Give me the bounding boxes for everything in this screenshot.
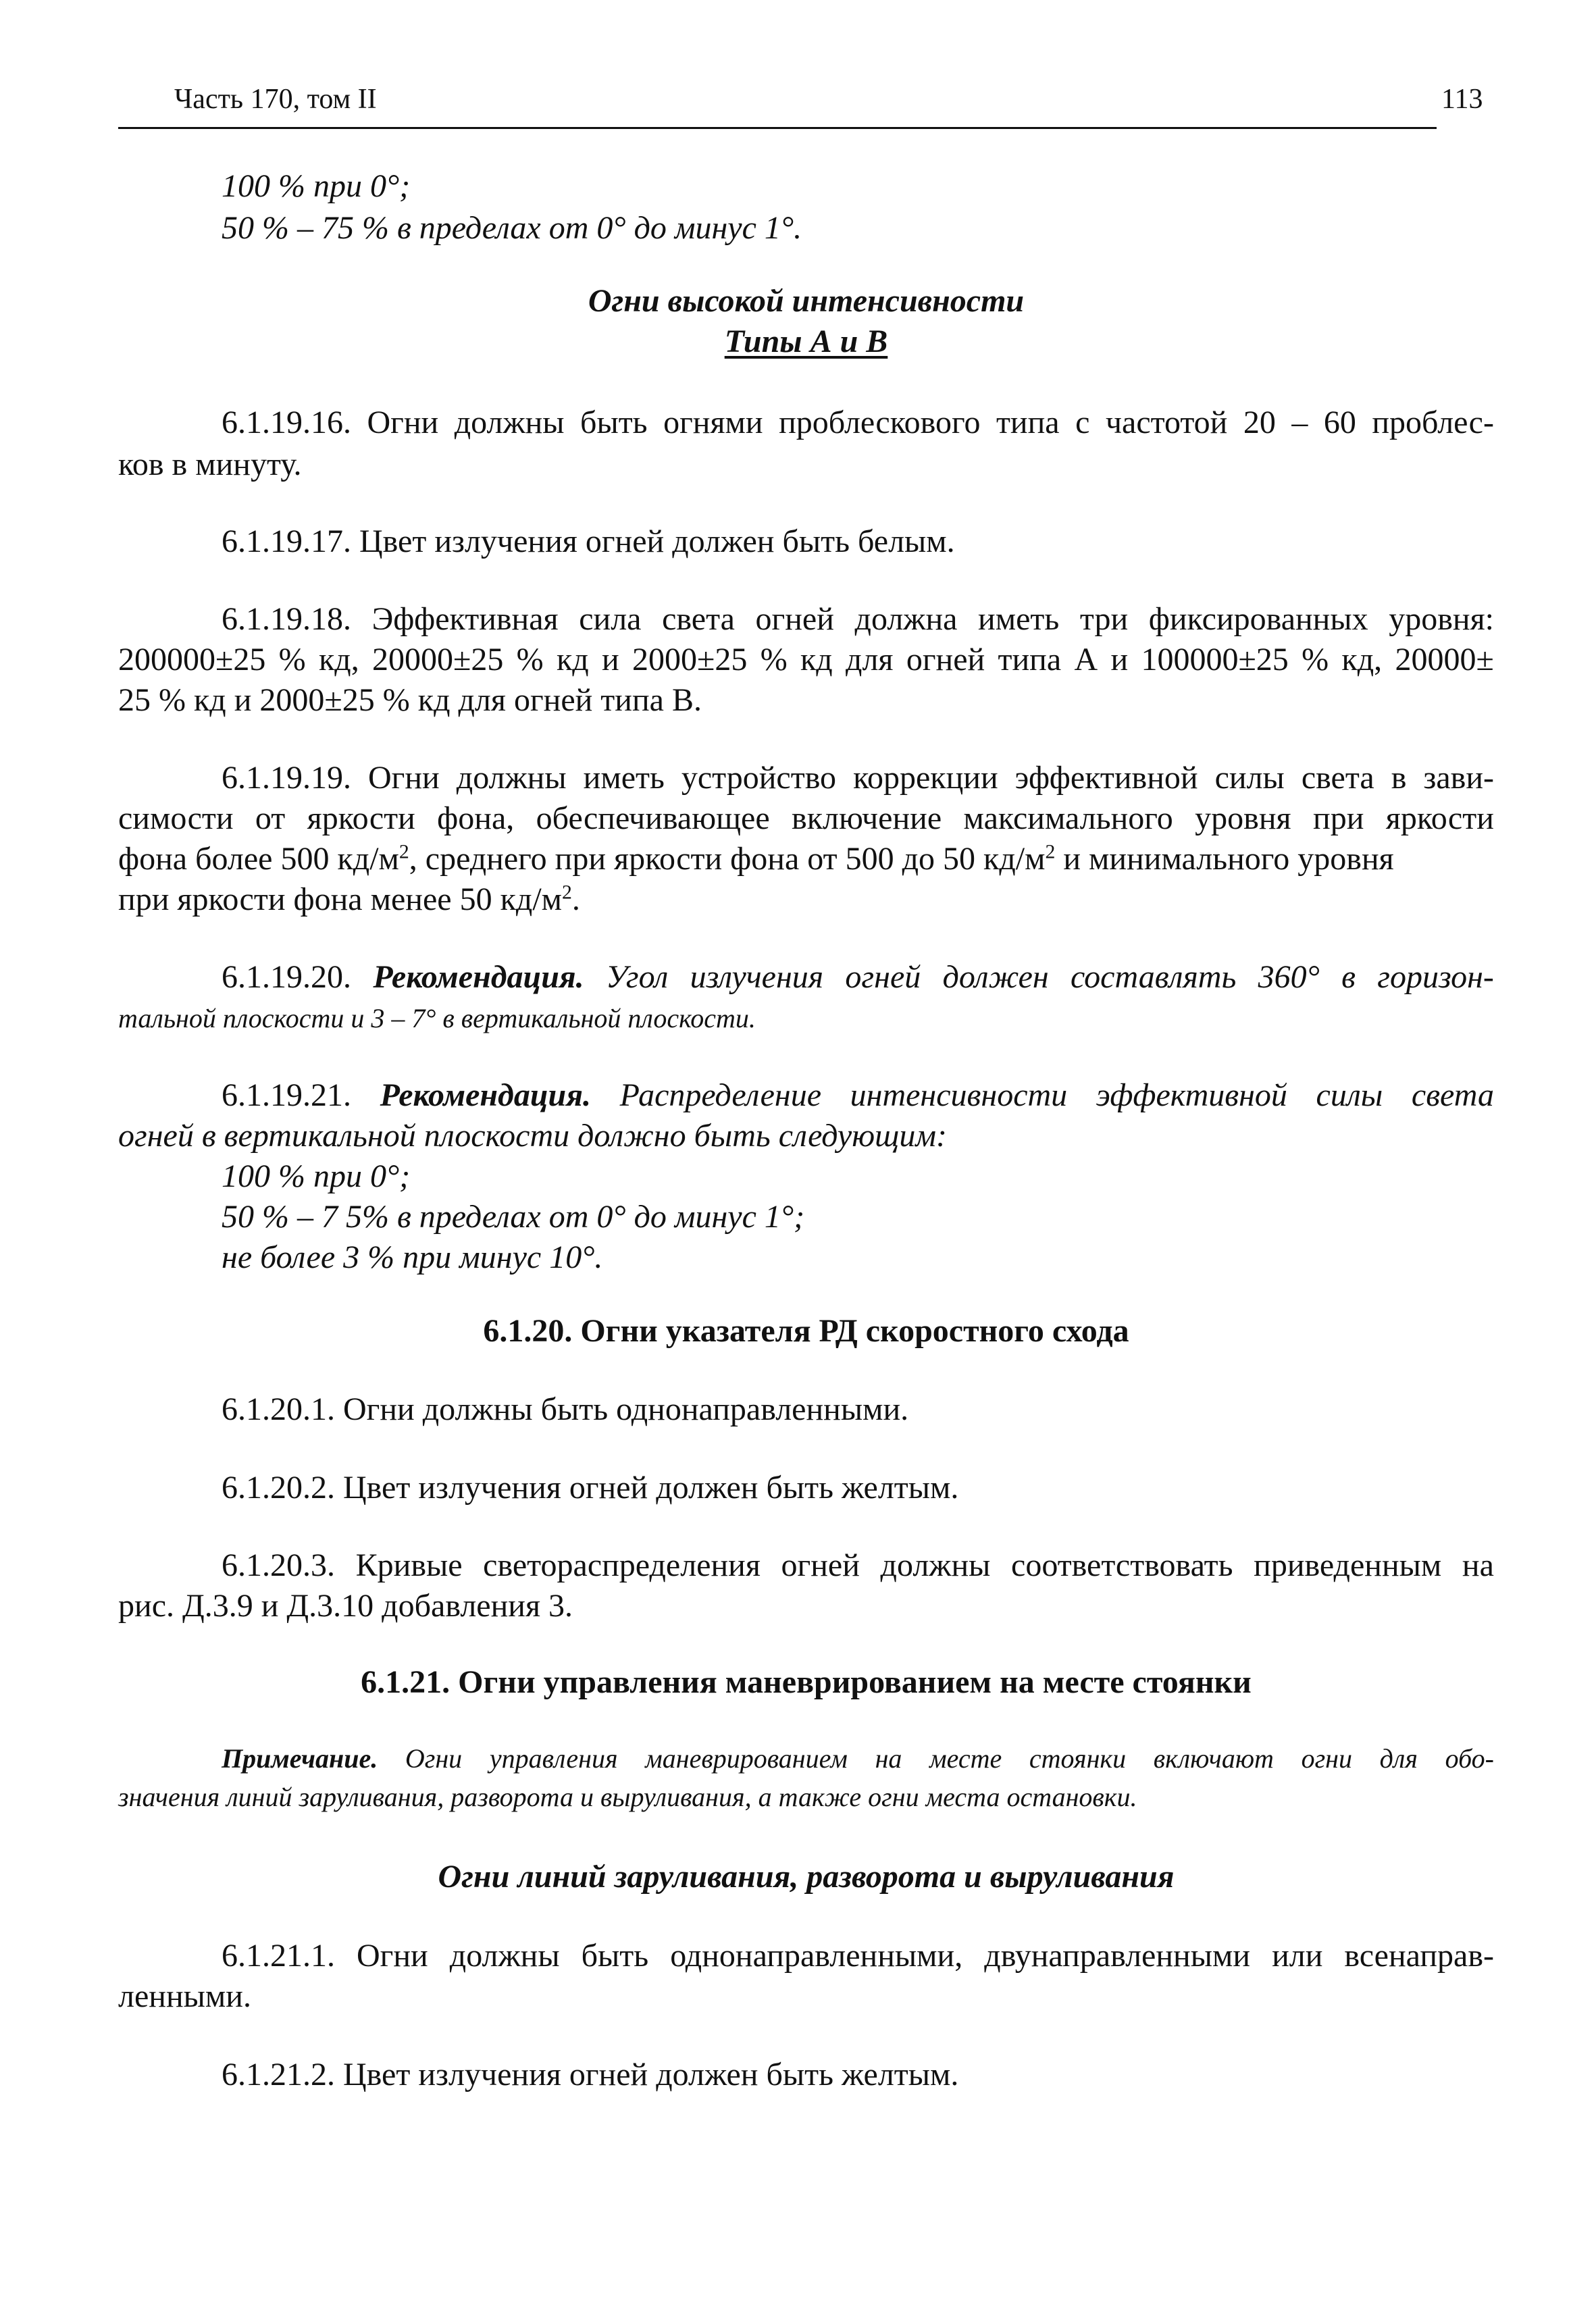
para-6-1-21-2: 6.1.21.2. Цвет излучения огней должен быть желтым. <box>222 2057 959 2092</box>
para-6-1-19-16-line2: ков в минуту. <box>118 446 302 482</box>
word: силы <box>1214 760 1285 796</box>
word: уровня <box>1195 800 1291 836</box>
word: силы <box>1316 1077 1383 1113</box>
page-number: 113 <box>1441 84 1483 115</box>
word: кд, <box>318 642 359 677</box>
word: 360° <box>1258 959 1320 995</box>
running-header-title: Часть 170, том II <box>174 84 377 115</box>
superscript-2: 2 <box>562 881 572 904</box>
para-6-1-19-18-line3: 25 % кд и 2000±25 % кд для огней типа В. <box>118 682 702 718</box>
word: должен <box>942 959 1049 995</box>
word: с <box>1075 405 1090 440</box>
para-6-1-20-3-line2: рис. Д.3.9 и Д.3.10 добавления 3. <box>118 1588 573 1624</box>
para-6-1-19-16-line1 <box>222 407 1494 439</box>
word: типа <box>996 405 1060 440</box>
distribution-item-1: 100 % при 0°; <box>222 1158 411 1194</box>
para-6-1-20-1: 6.1.20.1. Огни должны быть однонаправленными. <box>222 1391 909 1427</box>
distribution-item-2: 50 % – 7 5% в пределах от 0° до минус 1°; <box>222 1199 805 1235</box>
word: составлять <box>1071 959 1237 995</box>
word: 200000±25 <box>118 642 266 677</box>
para-6-1-19-21-number: 6.1.19.21. <box>222 1077 351 1113</box>
distribution-item-3: не более 3 % при минус 10°. <box>222 1239 603 1275</box>
word: включение <box>792 800 942 836</box>
word: симости <box>118 800 234 836</box>
word: яркости <box>1385 800 1494 836</box>
word: яркости <box>307 800 415 836</box>
word: Эффективная <box>371 601 559 637</box>
continuation-item-1: 100 % при 0°; <box>222 168 411 204</box>
note-line1 <box>222 1745 1494 1772</box>
section-heading-6-1-21: 6.1.21. Огни управления маневрированием на месте стоянки <box>361 1664 1252 1700</box>
para-6-1-19-20-line1 <box>222 961 1494 994</box>
word: эффективной <box>1096 1077 1287 1113</box>
word: излучения <box>690 959 824 995</box>
subheading-high-intensity: Огни высокой интенсивности <box>588 283 1025 319</box>
para-6-1-19-21-line2: огней в вертикальной плоскости должно быть следующим: <box>118 1118 947 1154</box>
word: кд <box>800 642 833 677</box>
word: % <box>516 642 544 677</box>
word: сила <box>579 601 642 637</box>
word: быть <box>580 405 648 440</box>
word: включают <box>1153 1743 1274 1774</box>
word: приведенным <box>1254 1547 1442 1583</box>
word: фиксированных <box>1148 601 1368 637</box>
para-6-1-19-19-line1 <box>222 762 1494 794</box>
word: уровня: <box>1389 601 1494 637</box>
word: огней <box>781 1547 860 1583</box>
word: огней <box>755 601 834 637</box>
para-6-1-19-19-line2 <box>118 802 1494 835</box>
subheading-types <box>118 326 1494 358</box>
word: при <box>1313 800 1364 836</box>
word: 6.1.21.1. <box>222 1938 335 1974</box>
para-6-1-19-19-line3-c: и минимального уровня <box>1055 841 1394 877</box>
word: должны <box>454 405 565 440</box>
word: Кривые <box>355 1547 463 1583</box>
word: 20000±25 <box>372 642 504 677</box>
para-6-1-19-19-line4 <box>118 883 580 916</box>
word: 20000± <box>1395 642 1494 677</box>
word: Огни <box>405 1743 463 1774</box>
word: огней <box>845 959 921 995</box>
continuation-item-2: 50 % – 75 % в пределах от 0° до минус 1°. <box>222 210 802 246</box>
word: огни <box>1301 1743 1353 1774</box>
word: Огни <box>368 760 440 796</box>
word: обо- <box>1445 1743 1494 1774</box>
word: должна <box>854 601 958 637</box>
word: света <box>662 601 735 637</box>
word: фона, <box>437 800 515 836</box>
note-line2: значения линий заруливания, разворота и выруливания, а также огни места остановки. <box>118 1782 1137 1812</box>
recommendation-label: Рекомендация. <box>380 1077 591 1113</box>
para-6-1-20-2: 6.1.20.2. Цвет излучения огней должен быть желтым. <box>222 1470 959 1506</box>
word: соответствовать <box>1011 1547 1233 1583</box>
word: 6.1.19.16. <box>222 405 351 440</box>
word: горизон- <box>1377 959 1494 995</box>
word: эффективной <box>1014 760 1198 796</box>
word: Огни <box>367 405 439 440</box>
word: проблескового <box>779 405 981 440</box>
para-6-1-20-3-line1 <box>222 1549 1494 1582</box>
word: Огни <box>357 1938 428 1974</box>
word: и <box>602 642 619 677</box>
word: света <box>1301 760 1374 796</box>
para-6-1-19-20-number: 6.1.19.20. <box>222 959 351 995</box>
para-6-1-19-19-line3-b: , среднего при яркости фона от 500 до 50 кд/м <box>409 841 1046 877</box>
word: Угол <box>605 959 669 995</box>
recommendation-label: Рекомендация. <box>373 959 584 995</box>
para-6-1-19-19-line4-b: . <box>571 881 580 917</box>
word: обеспечивающее <box>536 800 770 836</box>
word: 6.1.19.18. <box>222 601 351 637</box>
word: маневрированием <box>645 1743 848 1774</box>
para-6-1-19-19-line3-a: фона более 500 кд/м <box>118 841 399 877</box>
word: кд, <box>1341 642 1383 677</box>
word: для <box>846 642 894 677</box>
subheading-taxi-lines: Огни линий заруливания, разворота и выруливания <box>438 1859 1175 1895</box>
word: месте <box>929 1743 1002 1774</box>
para-6-1-19-18-line1 <box>222 603 1494 636</box>
word: 6.1.20.3. <box>222 1547 335 1583</box>
word: должны <box>880 1547 991 1583</box>
word: должны <box>449 1938 560 1974</box>
para-6-1-19-19-line4-a: при яркости фона менее 50 кд/м <box>118 881 563 917</box>
word: – <box>1291 405 1308 440</box>
word: и <box>1110 642 1129 677</box>
word: огнями <box>663 405 763 440</box>
word: частотой <box>1105 405 1228 440</box>
word: 6.1.19.19. <box>222 760 351 796</box>
word: однонаправленными, <box>670 1938 963 1974</box>
word: % <box>278 642 306 677</box>
word: 2000±25 <box>632 642 748 677</box>
word: двунаправленными <box>984 1938 1251 1974</box>
para-6-1-21-1-line1 <box>222 1940 1494 1972</box>
para-6-1-19-17: 6.1.19.17. Цвет излучения огней должен быть белым. <box>222 523 955 559</box>
word: быть <box>581 1938 649 1974</box>
word: максимального <box>963 800 1173 836</box>
word: иметь <box>583 760 665 796</box>
word: типа <box>998 642 1062 677</box>
para-6-1-19-21-line1 <box>222 1079 1494 1112</box>
word: проблес- <box>1372 405 1494 440</box>
para-6-1-21-1-line2: ленными. <box>118 1978 251 2014</box>
word: от <box>255 800 286 836</box>
word: интенсивности <box>850 1077 1068 1113</box>
note-label: Примечание. <box>222 1743 378 1774</box>
word: 60 <box>1323 405 1356 440</box>
superscript-2: 2 <box>398 840 409 863</box>
section-heading-6-1-20: 6.1.20. Огни указателя РД скоростного схода <box>483 1313 1129 1349</box>
word: на <box>1462 1547 1494 1583</box>
para-6-1-19-18-line2 <box>118 644 1494 676</box>
word: иметь <box>978 601 1060 637</box>
word: в <box>1391 760 1407 796</box>
para-6-1-19-19-line3 <box>118 840 1494 877</box>
word: стоянки <box>1029 1743 1127 1774</box>
word: на <box>875 1743 902 1774</box>
word: должны <box>456 760 567 796</box>
word: % <box>760 642 788 677</box>
word: % <box>1302 642 1329 677</box>
word: три <box>1079 601 1129 637</box>
superscript-2: 2 <box>1045 840 1056 863</box>
word: 20 <box>1243 405 1276 440</box>
word: для <box>1379 1743 1418 1774</box>
word: кд <box>556 642 589 677</box>
subheading-types-text: Типы А и В <box>724 324 888 359</box>
word: коррекции <box>853 760 998 796</box>
word: управления <box>489 1743 618 1774</box>
header-rule <box>118 127 1437 129</box>
word: огней <box>906 642 985 677</box>
word: Распределение <box>619 1077 822 1113</box>
word: или <box>1272 1938 1323 1974</box>
para-6-1-19-20-line2: тальной плоскости и 3 – 7° в вертикальной плоскости. <box>118 1003 756 1033</box>
word: 100000±25 <box>1141 642 1289 677</box>
word: А <box>1074 642 1098 677</box>
word: в <box>1341 959 1356 995</box>
word: зави- <box>1423 760 1494 796</box>
word: устройство <box>681 760 837 796</box>
word: всенаправ- <box>1344 1938 1494 1974</box>
word: света <box>1411 1077 1494 1113</box>
word: светораспределения <box>483 1547 761 1583</box>
